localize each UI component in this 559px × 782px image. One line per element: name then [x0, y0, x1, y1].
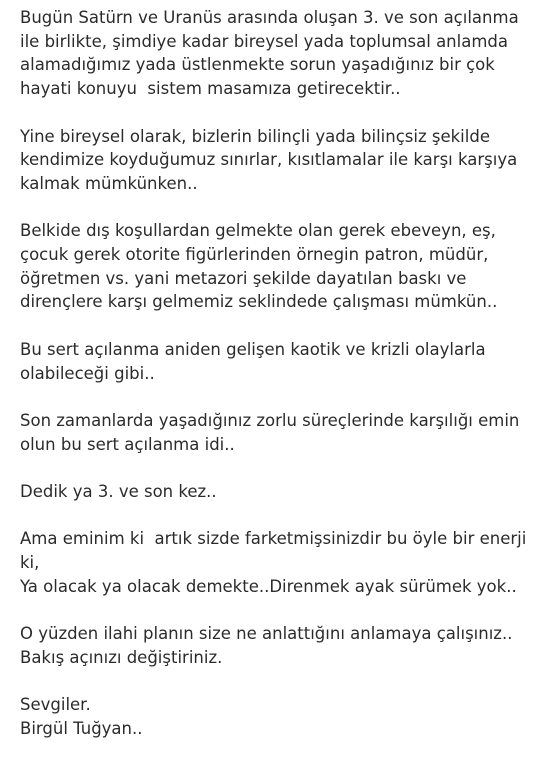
- text-line: Ama eminim ki artık sizde farketmişsinizdir bu öyle bir enerji: [20, 529, 527, 549]
- text-line: Bakış açınızı değiştiriniz.: [20, 647, 223, 667]
- text-line: alamadığımız yada üstlenmekte sorun yaşadığınız bir çok: [20, 55, 495, 75]
- paragraph: [20, 219, 540, 314]
- text-line: Belkide dış koşullardan gelmekte olan gerek ebeveyn, eş,: [20, 221, 496, 241]
- text-line: ki,: [20, 553, 40, 573]
- text-line: ile birlikte, şimdiye kadar bireysel yada toplumsal anlamda: [20, 31, 508, 51]
- text-line: öğretmen vs. yani metazori şekilde dayatılan baskı ve: [20, 268, 467, 288]
- paragraph: [20, 125, 540, 196]
- text-line: kendimize koyduğumuz sınırlar, kısıtlamalar ile karşı karşıya: [20, 150, 518, 170]
- paragraph: [20, 480, 540, 504]
- text-line: Son zamanlarda yaşadığınız zorlu süreçlerinde karşılığı emin: [20, 410, 520, 430]
- text-line: kalmak mümkünken..: [20, 173, 198, 193]
- text-line: çocuk gerek otorite figürlerinden örnegin patron, müdür,: [20, 245, 489, 264]
- text-line: olabileceği gibi..: [20, 363, 155, 383]
- text-line: hayati konuyu sistem masamıza getirecektir..: [20, 79, 401, 99]
- post-body: [20, 6, 540, 741]
- text-line: dirençlere karşı gelmemiz seklindede çalışması mümkün..: [20, 292, 498, 312]
- text-line: O yüzden ilahi planın size ne anlattığını anlamaya çalışınız..: [20, 624, 513, 644]
- text-line: Bugün Satürn ve Uranüs arasında oluşan 3. ve son açılanma: [20, 8, 519, 27]
- author-name: Birgül Tuğyan..: [20, 718, 143, 738]
- paragraph: [20, 527, 540, 598]
- text-line: Dedik ya 3. ve son kez..: [20, 481, 217, 501]
- paragraph: [20, 338, 540, 385]
- paragraph: [20, 6, 540, 101]
- paragraph: [20, 409, 540, 456]
- text-line: Ya olacak ya olacak demekte..Direnmek ayak sürümek yok..: [20, 576, 517, 596]
- text-line: olun bu sert açılanma idi..: [20, 434, 235, 454]
- paragraph: [20, 622, 540, 669]
- closing-text: Sevgiler.: [20, 695, 91, 715]
- text-line: Yine bireysel olarak, bizlerin bilinçli yada bilinçsiz şekilde: [20, 126, 490, 146]
- signature-block: [20, 693, 540, 740]
- text-line: Bu sert açılanma aniden gelişen kaotik ve krizli olaylarla: [20, 339, 486, 359]
